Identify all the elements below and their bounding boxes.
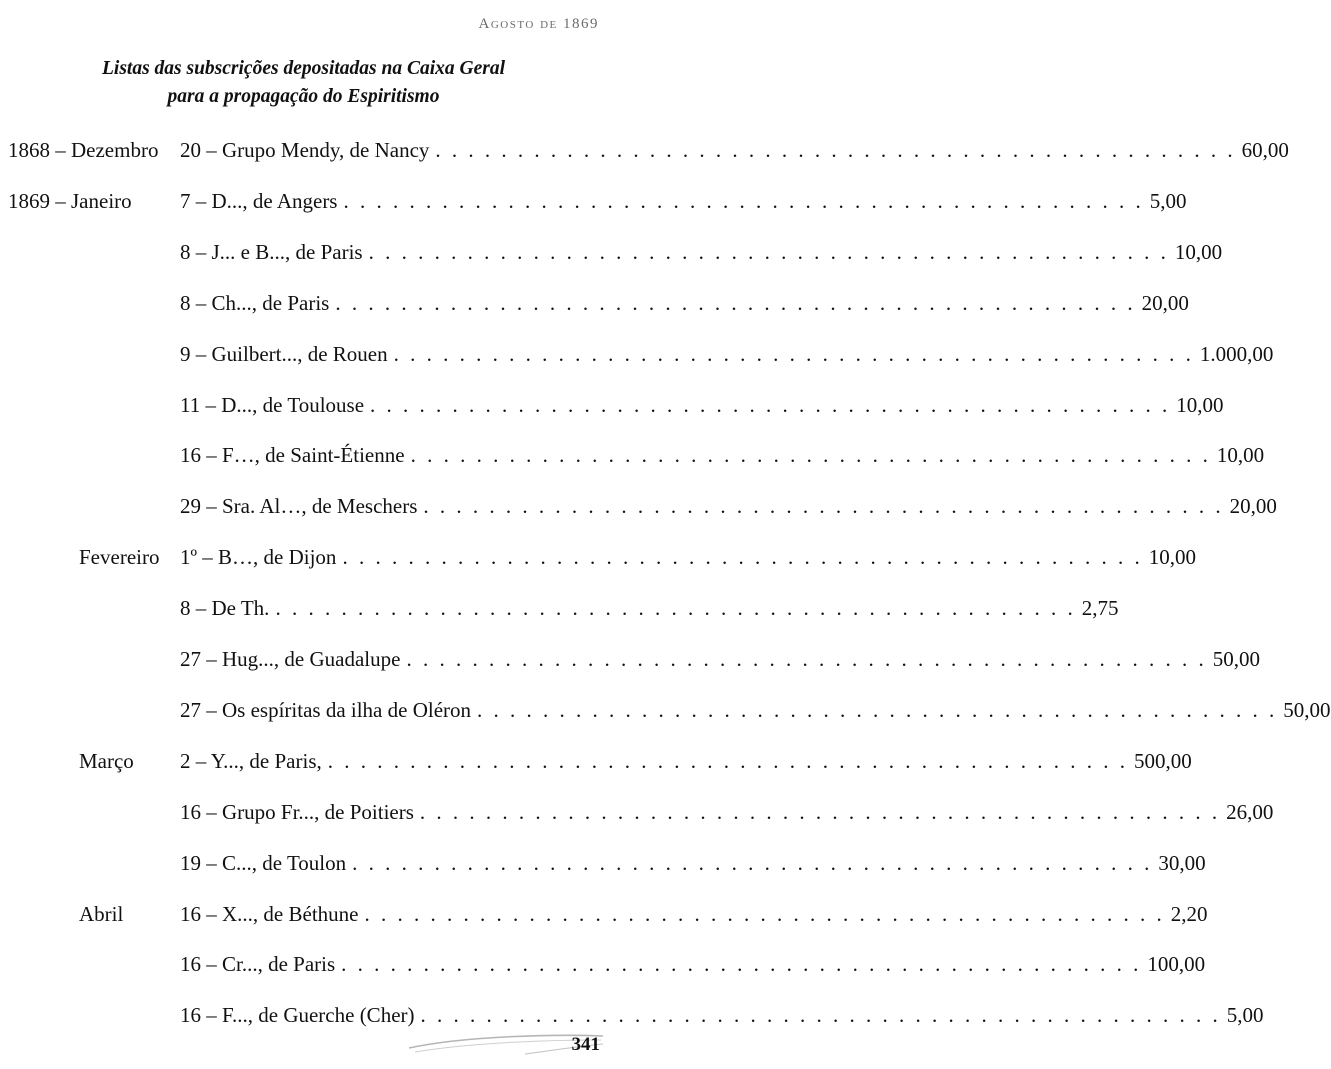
entry-description: 2 – Y..., de Paris, xyxy=(180,748,322,773)
dot-leader: . . . . . . . . . . . . . . . . . . . . . . . . . . . . . . . . . . . . . . . . . . . . . . . . . xyxy=(477,697,1278,722)
entry-row xyxy=(0,136,1289,164)
entry-row xyxy=(0,289,1189,317)
entry-row xyxy=(0,696,1331,724)
dot-leader: . . . . . . . . . . . . . . . . . . . . . . . . . . . . . . . . . . . . . . . . . . . . . . . . . xyxy=(420,1003,1221,1028)
entry-amount: 10,00 xyxy=(1216,443,1265,468)
entry-month: Abril xyxy=(79,901,124,926)
entry-amount: 10,00 xyxy=(1174,239,1223,264)
entry-line xyxy=(180,1001,1264,1029)
entry-description: 27 – Os espíritas da ilha de Oléron xyxy=(180,697,472,722)
entry-description: 20 – Grupo Mendy, de Nancy xyxy=(180,138,430,162)
dot-leader: . . . . . . . . . . . . . . . . . . . . . . . . . . . . . . . . . . . . . . . . . . . . . . . . . xyxy=(419,799,1221,824)
entry-amount: 5,00 xyxy=(1149,188,1187,213)
entry-description: 9 – Guilbert..., de Rouen xyxy=(180,341,388,366)
dot-leader: . . . . . . . . . . . . . . . . . . . . . . . . . . . . . . . . . . . . . . . . . . . . . . . . . xyxy=(393,341,1194,366)
entry-description: 8 – J... e B..., de Paris xyxy=(180,239,363,264)
list-title-line-1: Listas das subscrições depositadas na Caixa Geral xyxy=(101,58,506,79)
entry-description: 8 – Ch..., de Paris xyxy=(180,290,330,315)
entry-line xyxy=(180,747,1192,775)
dot-leader: . . . . . . . . . . . . . . . . . . . . . . . . . . . . . . . . . . . . . . . . . . . . . . . . . xyxy=(368,239,1169,264)
entry-row xyxy=(0,391,1224,419)
entry-row xyxy=(0,849,1206,877)
entry-line xyxy=(180,238,1223,266)
entry-amount: 20,00 xyxy=(1141,290,1189,315)
entry-description: 27 – Hug..., de Guadalupe xyxy=(180,647,401,671)
entry-description: 16 – F…, de Saint-Étienne xyxy=(180,443,405,468)
entry-row xyxy=(0,645,1260,673)
entry-description: 8 – De Th. xyxy=(180,596,270,621)
entry-row xyxy=(0,594,1119,622)
page-number: 341 xyxy=(571,1034,600,1055)
entry-row xyxy=(0,747,1192,775)
entry-amount: 50,00 xyxy=(1212,647,1260,671)
entry-line xyxy=(180,391,1224,419)
entry-row xyxy=(0,950,1206,978)
entry-line xyxy=(180,645,1260,673)
entry-line xyxy=(180,187,1187,215)
entry-description: 11 – D..., de Toulouse xyxy=(180,392,365,417)
entry-amount: 20,00 xyxy=(1229,494,1277,519)
entry-line xyxy=(180,900,1208,928)
entry-row xyxy=(0,238,1223,266)
entry-amount: 500,00 xyxy=(1134,748,1192,773)
dot-leader: . . . . . . . . . . . . . . . . . . . . . . . . . . . . . . . . . . . . . . . . . . . . . . . . . xyxy=(327,748,1128,773)
dot-leader: . . . . . . . . . . . . . . . . . . . . . . . . . . . . . . . . . . . . . . . . . . . . . . . . . xyxy=(410,443,1211,468)
entry-line xyxy=(180,950,1206,978)
entry-line xyxy=(180,492,1277,520)
entry-row xyxy=(0,1001,1264,1029)
entry-amount: 2,75 xyxy=(1081,596,1119,621)
dot-leader: . . . . . . . . . . . . . . . . . . . . . . . . . . . . . . . . . . . . . . . . . . . . . . . . . xyxy=(343,188,1144,213)
entry-year-month: 1869 – Janeiro xyxy=(8,188,132,213)
entry-month: Fevereiro xyxy=(79,545,160,570)
entry-line xyxy=(180,543,1196,571)
entry-row xyxy=(0,441,1265,469)
entry-line xyxy=(180,594,1119,622)
dot-leader: . . . . . . . . . . . . . . . . . . . . . . . . . . . . . . . . . . . . . . . . . . . . . . . . . xyxy=(335,290,1136,315)
entry-amount: 100,00 xyxy=(1147,952,1206,977)
dot-leader: . . . . . . . . . . . . . . . . . . . . . . . . . . . . . . . . . . . . . . . . . . . . . . . . . xyxy=(370,392,1171,417)
entry-amount: 50,00 xyxy=(1283,697,1331,722)
entry-amount: 26,00 xyxy=(1226,799,1274,824)
entry-row xyxy=(0,492,1277,520)
dot-leader: . . . . . . . . . . . . . . . . . . . . . . . . . . . . . . . . . . . . . . . . . . . . . . . . . xyxy=(423,494,1224,519)
entry-line xyxy=(180,289,1189,317)
entry-description: 16 – X..., de Béthune xyxy=(180,901,359,926)
dot-leader: . . . . . . . . . . . . . . . . . . . . . . . . . . . . . . . . . . . . . . . . . . . . . . . . . xyxy=(435,138,1236,162)
entry-row xyxy=(0,798,1274,826)
entry-row xyxy=(0,340,1274,368)
entry-description: 19 – C..., de Toulon xyxy=(180,850,347,875)
entry-month: Março xyxy=(79,748,134,773)
entry-amount: 10,00 xyxy=(1176,392,1224,417)
entry-description: 1º – B…, de Dijon xyxy=(180,545,337,570)
dot-leader: . . . . . . . . . . . . . . . . . . . . . . . . . . . . . . . . . . . . . . . . . . . . . . . . . xyxy=(341,952,1142,977)
entry-line xyxy=(180,798,1274,826)
entry-amount: 60,00 xyxy=(1241,138,1289,162)
entry-line xyxy=(180,696,1331,724)
dot-leader: . . . . . . . . . . . . . . . . . . . . . . . . . . . . . . . . . . . . . . . . . . . . . . . . . xyxy=(342,545,1143,570)
dot-leader: . . . . . . . . . . . . . . . . . . . . . . . . . . . . . . . . . . . . . . . . . . . . . . . . . xyxy=(352,850,1153,875)
entry-row xyxy=(0,900,1208,928)
entry-line xyxy=(180,136,1289,164)
entry-row xyxy=(0,543,1196,571)
list-title-line-2: para a propagação do Espiritismo xyxy=(167,86,440,107)
entry-amount: 30,00 xyxy=(1158,850,1206,875)
running-header: Agosto de 1869 xyxy=(478,16,599,32)
entry-line xyxy=(180,340,1274,368)
entry-description: 7 – D..., de Angers xyxy=(180,188,338,213)
entry-description: 16 – F..., de Guerche (Cher) xyxy=(180,1003,415,1028)
entry-amount: 2,20 xyxy=(1170,901,1208,926)
dot-leader: . . . . . . . . . . . . . . . . . . . . . . . . . . . . . . . . . . . . . . . . . . . . . . . . . xyxy=(406,647,1207,671)
entry-row xyxy=(0,187,1187,215)
entry-amount: 1.000,00 xyxy=(1199,341,1274,366)
entry-line xyxy=(180,849,1206,877)
entry-line xyxy=(180,441,1265,469)
dot-leader: . . . . . . . . . . . . . . . . . . . . . . . . . . . . . . . . . . . . . . . . . . . . . . . . . xyxy=(364,901,1165,926)
entry-description: 29 – Sra. Al…, de Meschers xyxy=(180,494,418,519)
entry-year-month: 1868 – Dezembro xyxy=(8,138,159,162)
entry-amount: 10,00 xyxy=(1148,545,1196,570)
entry-amount: 5,00 xyxy=(1226,1003,1264,1028)
dot-leader: . . . . . . . . . . . . . . . . . . . . . . . . . . . . . . . . . . . . . . . . . . . . . . . . . xyxy=(275,596,1076,621)
entry-description: 16 – Grupo Fr..., de Poitiers xyxy=(180,799,414,824)
entry-description: 16 – Cr..., de Paris xyxy=(180,952,336,977)
